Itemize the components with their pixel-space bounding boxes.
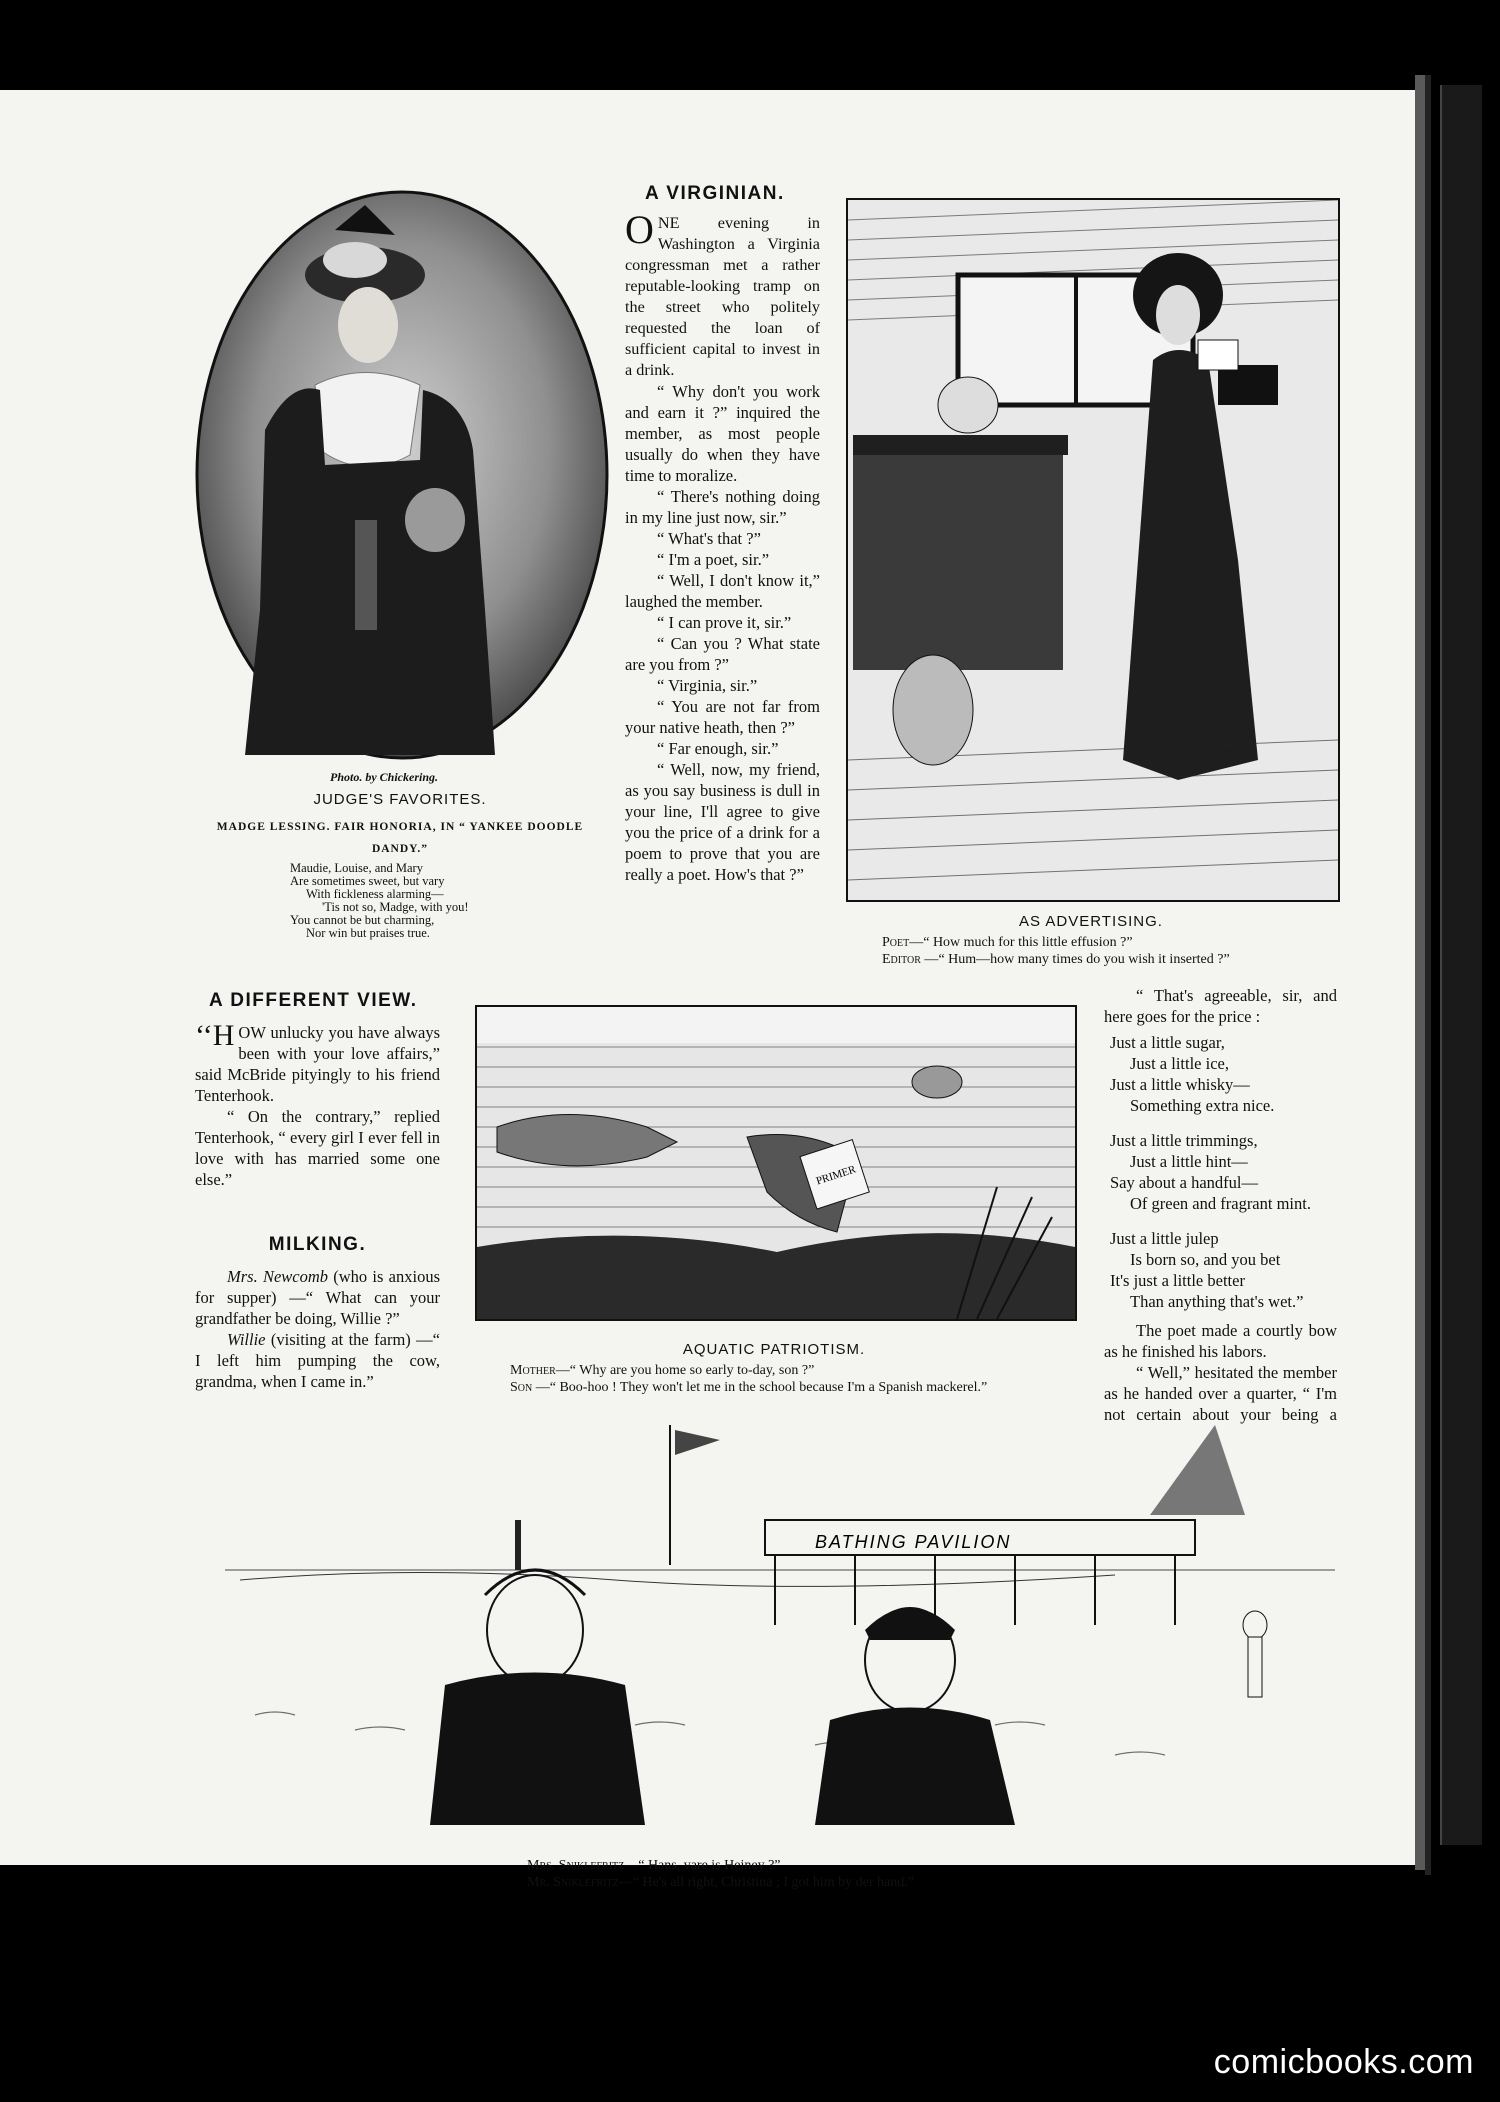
verse-line: Than anything that's wet.” <box>1130 1292 1304 1311</box>
dialogue: “ Boo-hoo ! They won't let me in the school because I'm a Spanish mackerel.” <box>549 1380 988 1395</box>
portrait-subtitle-line: MADGE LESSING. FAIR HONORIA, IN “ YANKEE DOODLE <box>216 821 584 833</box>
portrait-photo <box>195 190 610 760</box>
portrait-verse <box>270 862 530 940</box>
speaker: Poet— <box>882 935 924 950</box>
bathing-illustration <box>215 1425 1345 1825</box>
paragraph: (who is anxious for supper) —“ What can your grandfather be doing, Willie ?” <box>195 1267 440 1328</box>
verse-line: Maudie, Louise, and Mary <box>290 861 423 875</box>
paragraph: NE evening in Washington a Virginia congressman met a rather reputable-looking tramp on the street who politely requested the loan of sufficient capital to invest in a drink. <box>625 214 820 379</box>
paragraph: OW unlucky you have always been with your love affairs,” said McBride pityingly to his friend Tenterhook. <box>195 1023 440 1105</box>
different-view-column <box>195 990 440 1190</box>
paragraph: “ Can you ? What state are you from ?” <box>625 634 820 674</box>
virginian-column <box>625 183 820 885</box>
paragraph: “ I'm a poet, sir.” <box>657 550 770 569</box>
paragraph: “ Far enough, sir.” <box>657 739 779 758</box>
paragraph: “ I can prove it, sir.” <box>657 613 792 632</box>
different-view-title: A DIFFERENT VIEW. <box>209 990 418 1011</box>
paragraph: “ Well,” hesitated the member as he handed over a quarter, “ I'm not certain about your being a <box>1104 1363 1337 1424</box>
aquatic-caption <box>478 1362 1078 1396</box>
milking-title: MILKING. <box>268 1234 367 1255</box>
page-edge <box>1425 75 1431 1875</box>
milking-column <box>195 1234 440 1392</box>
primer-label: PRIMER <box>814 1163 858 1188</box>
verse-line: Something extra nice. <box>1130 1096 1275 1115</box>
dropcap: ‘‘H <box>195 1019 235 1052</box>
paragraph: (visiting at the farm) —“ I left him pumping the cow, grandma, when I came in.” <box>195 1330 440 1391</box>
photo-credit: Photo. by Chickering. <box>330 770 439 784</box>
verse-line: Just a little sugar, <box>1110 1033 1225 1052</box>
portrait-subtitle-line: DANDY.” <box>371 843 429 855</box>
speaker: Mr. Sniklefritz— <box>527 1875 633 1890</box>
page-binding <box>1415 75 1425 1870</box>
dialogue: “ How much for this little effusion ?” <box>923 935 1133 950</box>
site-watermark: comicbooks.com <box>1213 2043 1474 2081</box>
paragraph: The poet made a courtly bow as he finished his labors. <box>1104 1321 1337 1361</box>
paragraph: “ You are not far from your native heath, then ?” <box>625 697 820 737</box>
verse-line: You cannot be but charming, <box>290 913 435 927</box>
dialogue: “ Why are you home so early to-day, son ?” <box>569 1363 815 1378</box>
aquatic-illustration <box>475 1005 1077 1321</box>
verse-line: Just a little julep <box>1110 1229 1219 1248</box>
portrait-subtitle <box>190 816 610 860</box>
paragraph: “ That's agreeable, sir, and here goes for the price : <box>1104 986 1337 1026</box>
next-page-edge <box>1440 85 1482 1845</box>
verse-line: With fickleness alarming— <box>306 887 444 901</box>
speaker: Mother— <box>510 1363 570 1378</box>
verse-line: Just a little ice, <box>1130 1054 1229 1073</box>
dialogue: “ Hans, vare is Heiney ?” <box>638 1858 781 1873</box>
bathing-caption <box>527 1857 1327 1891</box>
advertising-title: AS ADVERTISING. <box>1019 913 1163 930</box>
verse-line: Are sometimes sweet, but vary <box>290 874 445 888</box>
paragraph: “ What's that ?” <box>657 529 761 548</box>
virginian-title: A VIRGINIAN. <box>645 183 785 204</box>
virginian-continuation <box>1104 985 1337 1479</box>
dialogue: “ He's all right, Christina ; I got him by der hand.” <box>632 1875 914 1890</box>
advertising-illustration <box>846 198 1340 902</box>
verse-line: Just a little hint— <box>1130 1152 1248 1171</box>
aquatic-title: AQUATIC PATRIOTISM. <box>682 1341 866 1358</box>
advertising-caption <box>882 934 1382 968</box>
speaker: Son — <box>510 1380 550 1395</box>
verse-line: 'Tis not so, Madge, with you! <box>322 900 469 914</box>
dialogue: “ Hum—how many times do you wish it inserted ?” <box>938 952 1230 967</box>
paragraph: “ Well, I don't know it,” laughed the member. <box>625 571 820 611</box>
portrait-title: JUDGE'S FAVORITES. <box>313 791 487 808</box>
name: Mrs. Newcomb <box>227 1267 329 1286</box>
dropcap: O <box>625 207 654 252</box>
poem <box>1104 1032 1337 1312</box>
name: Willie <box>227 1330 266 1349</box>
verse-line: Is born so, and you bet <box>1130 1250 1281 1269</box>
verse-line: Say about a handful— <box>1110 1173 1259 1192</box>
verse-line: Just a little whisky— <box>1110 1075 1250 1094</box>
paragraph: “ Well, now, my friend, as you say business is dull in your line, I'll agree to give you the price of a drink for a poem to prove that you are really a poet. How's that ?” <box>625 760 820 884</box>
verse-line: Just a little trimmings, <box>1110 1131 1258 1150</box>
pavilion-sign: BATHING PAVILION <box>815 1532 1012 1552</box>
paragraph: “ Why don't you work and earn it ?” inquired the member, as most people usually do when they have time to moralize. <box>625 382 820 485</box>
paragraph: “ Virginia, sir.” <box>657 676 758 695</box>
speaker: Editor — <box>882 952 939 967</box>
paragraph: “ There's nothing doing in my line just now, sir.” <box>625 487 820 527</box>
speaker: Mrs. Sniklefritz— <box>527 1858 639 1873</box>
verse-line: It's just a little better <box>1110 1271 1245 1290</box>
paragraph: “ On the contrary,” replied Tenterhook, “ every girl I ever fell in love with has married some one else.” <box>195 1107 440 1189</box>
verse-line: Nor win but praises true. <box>306 926 430 940</box>
verse-line: Of green and fragrant mint. <box>1130 1194 1311 1213</box>
